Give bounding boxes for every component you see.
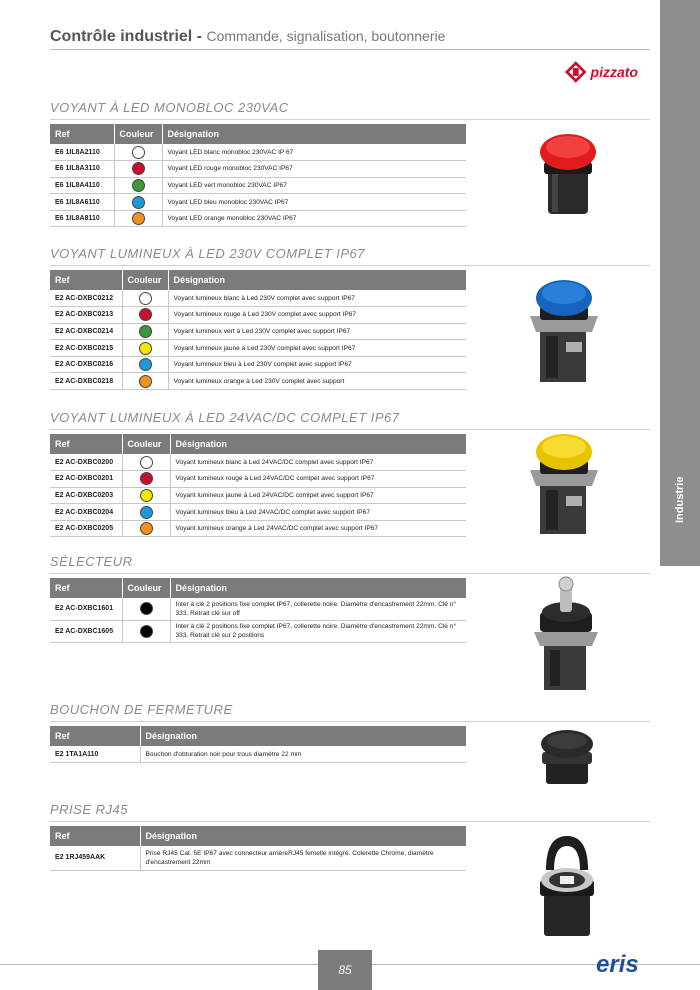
color-swatch-orange bbox=[140, 522, 153, 535]
designation-cell: Inter à clé 2 positions fixe complet IP67, collerette noire. Diamètre d'encastrement 22mm. Clé n° 333. Retrait clé sur off bbox=[170, 598, 466, 620]
designation-cell: Voyant LED orange monobloc 230VAC IP67 bbox=[162, 210, 466, 227]
designation-cell: Voyant LED blanc monobloc 230VAC IP 67 bbox=[162, 144, 466, 161]
ref-cell: E2 AC-DXBC0200 bbox=[50, 454, 122, 471]
color-swatch-white bbox=[139, 292, 152, 305]
red-pilot-light-icon bbox=[534, 128, 602, 220]
designation-cell: Voyant LED vert monobloc 230VAC IP67 bbox=[162, 177, 466, 194]
blue-pilot-light-icon bbox=[526, 276, 602, 386]
product-table bbox=[50, 124, 466, 227]
color-swatch-white bbox=[132, 146, 145, 159]
column-header-designation: Désignation bbox=[170, 434, 466, 454]
designation-cell: Voyant lumineux blanc à Led 24VAC/DC complet avec support IP67 bbox=[170, 454, 466, 471]
ref-cell: E2 AC-DXBC0203 bbox=[50, 487, 122, 504]
ref-cell: E6 1IL8A8110 bbox=[50, 210, 114, 227]
designation-cell: Inter à clé 2 positions fixe complet IP67, collerette noire. Diamètre d'encastrement 22mm. Clé n° 333. Retrait clé sur 2 positions bbox=[170, 620, 466, 642]
section-title: VOYANT À LED MONOBLOC 230VAC bbox=[50, 100, 650, 120]
yellow-pilot-light-icon bbox=[526, 430, 602, 538]
page-header bbox=[50, 28, 650, 50]
column-header-ref: Ref bbox=[50, 434, 122, 454]
color-swatch-blue bbox=[140, 506, 153, 519]
column-header-designation: Désignation bbox=[140, 726, 466, 746]
column-header-ref: Ref bbox=[50, 578, 122, 598]
table-row bbox=[50, 504, 466, 521]
color-swatch-green bbox=[139, 325, 152, 338]
color-swatch-orange bbox=[139, 375, 152, 388]
section-title: VOYANT LUMINEUX À LED 24VAC/DC COMPLET IP67 bbox=[50, 410, 650, 430]
ref-cell: E2 AC-DXBC1601 bbox=[50, 598, 122, 620]
section-title: VOYANT LUMINEUX À LED 230V COMPLET IP67 bbox=[50, 246, 650, 266]
ref-cell: E2 AC-DXBC0215 bbox=[50, 340, 122, 357]
color-swatch-red bbox=[139, 308, 152, 321]
table-row bbox=[50, 307, 466, 324]
section-title: BOUCHON DE FERMETURE bbox=[50, 702, 650, 722]
table-row bbox=[50, 746, 466, 763]
designation-cell: Voyant lumineux bleu à Led 230V complet avec support IP67 bbox=[168, 356, 466, 373]
ref-cell: E2 AC-DXBC0212 bbox=[50, 290, 122, 307]
table-row bbox=[50, 356, 466, 373]
eris-logo bbox=[594, 950, 646, 976]
product-table bbox=[50, 270, 466, 390]
table-row bbox=[50, 454, 466, 471]
designation-cell: Voyant lumineux jaune à Led 24VAC/DC comlpet avec support IP67 bbox=[170, 487, 466, 504]
table-row bbox=[50, 373, 466, 390]
table-row bbox=[50, 144, 466, 161]
product-table bbox=[50, 826, 466, 871]
product-table bbox=[50, 726, 466, 763]
designation-cell: Voyant lumineux bleu à Led 24VAC/DC complet avec support IP67 bbox=[170, 504, 466, 521]
ref-cell: E6 1IL8A6110 bbox=[50, 194, 114, 211]
side-tab-label: Industrie bbox=[674, 476, 686, 524]
ref-cell: E2 1TA1A110 bbox=[50, 746, 140, 763]
ref-cell: E2 AC-DXBC0204 bbox=[50, 504, 122, 521]
table-row bbox=[50, 340, 466, 357]
column-header-designation: Désignation bbox=[170, 578, 466, 598]
color-swatch-red bbox=[132, 162, 145, 175]
color-swatch-orange bbox=[132, 212, 145, 225]
column-header-designation: Désignation bbox=[168, 270, 466, 290]
designation-cell: Voyant lumineux blanc à Led 230V complet avec support IP67 bbox=[168, 290, 466, 307]
page-number: 85 bbox=[318, 950, 372, 990]
product-table bbox=[50, 578, 466, 643]
key-selector-switch-icon bbox=[532, 576, 600, 694]
column-header-ref: Ref bbox=[50, 124, 114, 144]
designation-cell: Voyant lumineux rouge à Led 24VAC/DC comlpet avec support IP67 bbox=[170, 471, 466, 488]
table-row bbox=[50, 620, 466, 642]
table-row bbox=[50, 487, 466, 504]
ref-cell: E6 1IL8A3110 bbox=[50, 161, 114, 178]
column-header-ref: Ref bbox=[50, 826, 140, 846]
pizzato-wordmark: pizzato bbox=[590, 64, 638, 80]
table-row bbox=[50, 177, 466, 194]
column-header-designation: Désignation bbox=[140, 826, 466, 846]
designation-cell: Voyant lumineux jaune à Led 230V complet avec support IP67 bbox=[168, 340, 466, 357]
rj45-socket-icon bbox=[532, 830, 602, 940]
page-title: Contrôle industriel - bbox=[50, 28, 202, 45]
blanking-plug-icon bbox=[536, 726, 598, 788]
pizzato-mark-icon bbox=[564, 60, 588, 84]
column-header-color: Couleur bbox=[114, 124, 162, 144]
side-tab bbox=[660, 0, 700, 566]
ref-cell: E2 AC-DXBC1605 bbox=[50, 620, 122, 642]
color-swatch-black bbox=[140, 602, 153, 615]
ref-cell: E6 1IL8A2110 bbox=[50, 144, 114, 161]
designation-cell: Voyant LED rouge monobloc 230VAC IP67 bbox=[162, 161, 466, 178]
section-title: SÉLECTEUR bbox=[50, 554, 650, 574]
table-row bbox=[50, 161, 466, 178]
section-title: PRISE RJ45 bbox=[50, 802, 650, 822]
ref-cell: E2 AC-DXBC0214 bbox=[50, 323, 122, 340]
designation-cell: Voyant lumineux orange à Led 24VAC/DC complet avec support IP67 bbox=[170, 520, 466, 537]
ref-cell: E2 AC-DXBC0213 bbox=[50, 307, 122, 324]
designation-cell: Voyant lumineux vert à Led 230V complet avec support IP67 bbox=[168, 323, 466, 340]
column-header-ref: Ref bbox=[50, 726, 140, 746]
designation-cell: Voyant lumineux rouge à Led 230V complet avec support IP67 bbox=[168, 307, 466, 324]
color-swatch-red bbox=[140, 472, 153, 485]
ref-cell: E2 AC-DXBC0218 bbox=[50, 373, 122, 390]
color-swatch-white bbox=[140, 456, 153, 469]
column-header-color: Couleur bbox=[122, 434, 170, 454]
color-swatch-black bbox=[140, 625, 153, 638]
table-row bbox=[50, 598, 466, 620]
designation-cell: Voyant lumineux orange à Led 230V complet avec support bbox=[168, 373, 466, 390]
color-swatch-green bbox=[132, 179, 145, 192]
page-subtitle: Commande, signalisation, boutonnerie bbox=[206, 28, 446, 44]
column-header-ref: Ref bbox=[50, 270, 122, 290]
designation-cell: Prise RJ45 Cat. 5E IP67 avec connecteur arrièreRJ45 femelle intégré. Colerette Chrome, diamètre d'encastrement 22mm bbox=[140, 846, 466, 870]
column-header-color: Couleur bbox=[122, 578, 170, 598]
table-row bbox=[50, 210, 466, 227]
designation-cell: Voyant LED bleu monobloc 230VAC IP67 bbox=[162, 194, 466, 211]
table-row bbox=[50, 290, 466, 307]
table-row bbox=[50, 520, 466, 537]
table-row bbox=[50, 471, 466, 488]
table-row bbox=[50, 194, 466, 211]
table-row bbox=[50, 323, 466, 340]
ref-cell: E2 AC-DXBC0216 bbox=[50, 356, 122, 373]
table-row bbox=[50, 846, 466, 870]
color-swatch-blue bbox=[132, 196, 145, 209]
column-header-designation: Désignation bbox=[162, 124, 466, 144]
ref-cell: E2 1RJ459AAK bbox=[50, 846, 140, 870]
color-swatch-yellow bbox=[140, 489, 153, 502]
ref-cell: E2 AC-DXBC0205 bbox=[50, 520, 122, 537]
color-swatch-blue bbox=[139, 358, 152, 371]
designation-cell: Bouchon d'obturation noir pour trous diamètre 22 mm bbox=[140, 746, 466, 763]
column-header-color: Couleur bbox=[122, 270, 168, 290]
ref-cell: E2 AC-DXBC0201 bbox=[50, 471, 122, 488]
color-swatch-yellow bbox=[139, 342, 152, 355]
pizzato-logo bbox=[564, 60, 638, 84]
eris-wordmark: eris bbox=[596, 951, 639, 976]
ref-cell: E6 1IL8A4110 bbox=[50, 177, 114, 194]
product-table bbox=[50, 434, 466, 537]
